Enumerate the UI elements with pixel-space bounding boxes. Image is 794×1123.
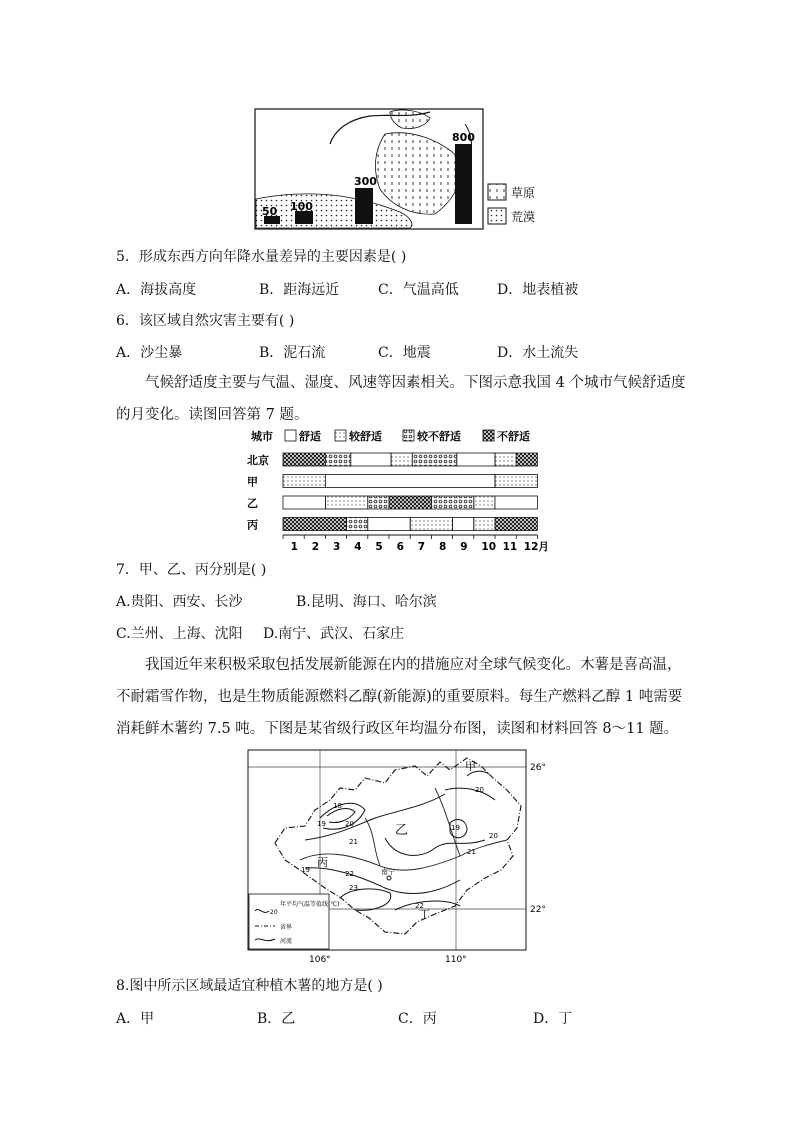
bar-label-800: 800 <box>452 131 475 144</box>
bar-800 <box>455 144 472 224</box>
comfort-segment <box>495 475 537 488</box>
legend-grassland-label: 草原 <box>511 186 536 200</box>
q7-option-d[interactable]: D.南宁、武汉、石家庄 <box>263 626 405 642</box>
comfort-segment <box>351 453 391 466</box>
isotherm-label: 19 <box>301 866 310 874</box>
comfort-segment <box>325 496 367 509</box>
q7-option-b[interactable]: B.昆明、海口、哈尔滨 <box>296 594 437 610</box>
q8-option-a[interactable]: A．甲 <box>116 1011 155 1027</box>
isotherm-label: 20 <box>475 786 484 794</box>
legend-label-0: 舒适 <box>299 430 321 443</box>
q5-option-a[interactable]: A．海拔高度 <box>116 282 197 298</box>
q5-option-c[interactable]: C．气温高低 <box>378 282 459 298</box>
comfort-segment <box>283 518 347 531</box>
row-label-1: 甲 <box>247 475 258 489</box>
place-label-yi: 乙 <box>395 823 409 838</box>
month-label: 5 <box>375 541 383 553</box>
month-label: 4 <box>354 541 362 553</box>
legend-isotherm-text: 年平均气温等值线(℃) <box>280 901 340 908</box>
isotherm-label: 22 <box>415 902 424 910</box>
isotherm-label: 23 <box>349 884 358 892</box>
comfort-segment <box>410 518 452 531</box>
lon-label-106: 106° <box>309 955 331 965</box>
comfort-segment <box>495 518 537 531</box>
q7-option-c[interactable]: C.兰州、上海、沈阳 <box>116 626 243 642</box>
q8-stem: 8.图中所示区域最适宜种植木薯的地方是( ) <box>116 978 383 994</box>
comfort-segment <box>474 496 495 509</box>
legend-desert-label: 荒漠 <box>511 210 536 224</box>
isotherm-label: 21 <box>349 838 358 846</box>
comfort-segment <box>325 453 350 466</box>
q6-option-b[interactable]: B．泥石流 <box>259 345 326 361</box>
precipitation-map-figure <box>250 104 550 234</box>
comfort-segment <box>325 475 495 488</box>
legend-label-1: 较舒适 <box>349 430 382 443</box>
comfort-segment <box>368 496 389 509</box>
month-label: 12月 <box>523 541 549 553</box>
q8-option-b[interactable]: B．乙 <box>257 1011 296 1027</box>
q5-stem: 5．形成东西方向年降水量差异的主要因素是( ) <box>116 249 407 265</box>
lon-label-110: 110° <box>445 955 467 965</box>
q6-stem: 6．该区域自然灾害主要有( ) <box>116 313 295 329</box>
q6-option-a[interactable]: A．沙尘暴 <box>116 345 183 361</box>
month-label: 9 <box>460 541 468 553</box>
row-label-0: 北京 <box>247 454 269 467</box>
month-label: 11 <box>502 541 518 553</box>
legend-swatch-2 <box>403 430 414 441</box>
q7-stem: 7．甲、乙、丙分别是( ) <box>116 562 267 578</box>
comfort-segment <box>389 496 431 509</box>
month-label: 6 <box>396 541 404 553</box>
q7-intro-paragraph: 气候舒适度主要与气温、湿度、风速等因素相关。下图示意我国 4 个城市气候舒适度的月变化。读图回答第 7 题。 <box>116 375 686 423</box>
lat-label-22: 22° <box>530 905 546 915</box>
legend-border-text: 省界 <box>280 924 293 931</box>
place-label-bing: 丙 <box>317 856 328 869</box>
province-temperature-map <box>245 748 555 970</box>
comfort-segment <box>283 475 325 488</box>
q8-option-c[interactable]: C．丙 <box>398 1011 437 1027</box>
month-label: 3 <box>333 541 341 553</box>
month-label: 8 <box>439 541 447 553</box>
isotherm-label: 20 <box>345 820 354 828</box>
q7-option-a[interactable]: A.贵阳、西安、长沙 <box>116 594 243 610</box>
bar-label-50: 50 <box>262 205 278 218</box>
legend-river-text: 河流 <box>280 938 293 945</box>
comfort-segment <box>474 518 495 531</box>
row-label-2: 乙 <box>247 497 258 510</box>
comfort-segment <box>431 496 473 509</box>
row-label-3: 丙 <box>247 518 258 532</box>
legend-label-2: 较不舒适 <box>417 430 461 443</box>
month-label: 7 <box>417 541 426 553</box>
chart-header-label: 城市 <box>251 430 273 443</box>
comfort-segment <box>412 453 457 466</box>
comfort-segment <box>457 453 495 466</box>
q5-option-d[interactable]: D．地表植被 <box>497 282 579 298</box>
legend-swatch-3 <box>483 430 494 441</box>
lat-label-26: 26° <box>530 763 546 773</box>
comfort-segment <box>347 518 368 531</box>
legend-grassland-swatch <box>488 184 506 200</box>
isotherm-label: 18 <box>333 802 342 810</box>
isotherm-label: 19 <box>317 820 326 828</box>
place-label-jia: 甲 <box>465 760 476 773</box>
bar-label-100: 100 <box>290 200 313 213</box>
legend-desert-swatch <box>488 208 506 224</box>
comfort-segment <box>283 453 325 466</box>
isotherm-label: 21 <box>467 848 476 856</box>
q8-intro-paragraph: 我国近年来积极采取包括发展新能源在内的措施应对全球气候变化。木薯是喜高温，不耐霜雪作物，也是生物质能源燃料乙醇(新能源)的重要原料。每生产燃料乙醇 1 吨需要消耗鲜木薯约 7.5 吨。下图是某省级行政区年均温分布图，读图和材料回答 8～11 题。 <box>116 657 683 737</box>
comfort-segment <box>368 518 410 531</box>
comfort-segment <box>495 453 516 466</box>
q5-option-b[interactable]: B．距海远近 <box>259 282 340 298</box>
comfort-segment <box>283 496 325 509</box>
isotherm-label: 20 <box>489 832 498 840</box>
isotherm-label: 19 <box>451 824 460 832</box>
bar-300 <box>355 188 373 224</box>
month-label: 10 <box>481 541 497 553</box>
q6-option-d[interactable]: D．水土流失 <box>497 345 579 361</box>
q6-option-c[interactable]: C．地震 <box>378 345 431 361</box>
place-label-ding: 丁 <box>419 908 430 921</box>
comfort-segment <box>391 453 412 466</box>
legend-isotherm-value: 20 <box>270 909 278 916</box>
legend-swatch-1 <box>335 430 346 441</box>
bar-label-300: 300 <box>354 175 377 188</box>
place-label-nanning: 南宁 <box>381 868 395 876</box>
isotherm-label: 22 <box>345 870 354 878</box>
q8-option-d[interactable]: D．丁 <box>533 1011 573 1027</box>
month-label: 1 <box>290 541 298 553</box>
legend-swatch-0 <box>285 430 296 441</box>
comfort-segment <box>495 496 537 509</box>
legend-label-3: 不舒适 <box>497 430 530 443</box>
month-label: 2 <box>311 541 320 553</box>
comfort-chart <box>243 424 553 556</box>
comfort-segment <box>453 518 474 531</box>
comfort-segment <box>516 453 537 466</box>
